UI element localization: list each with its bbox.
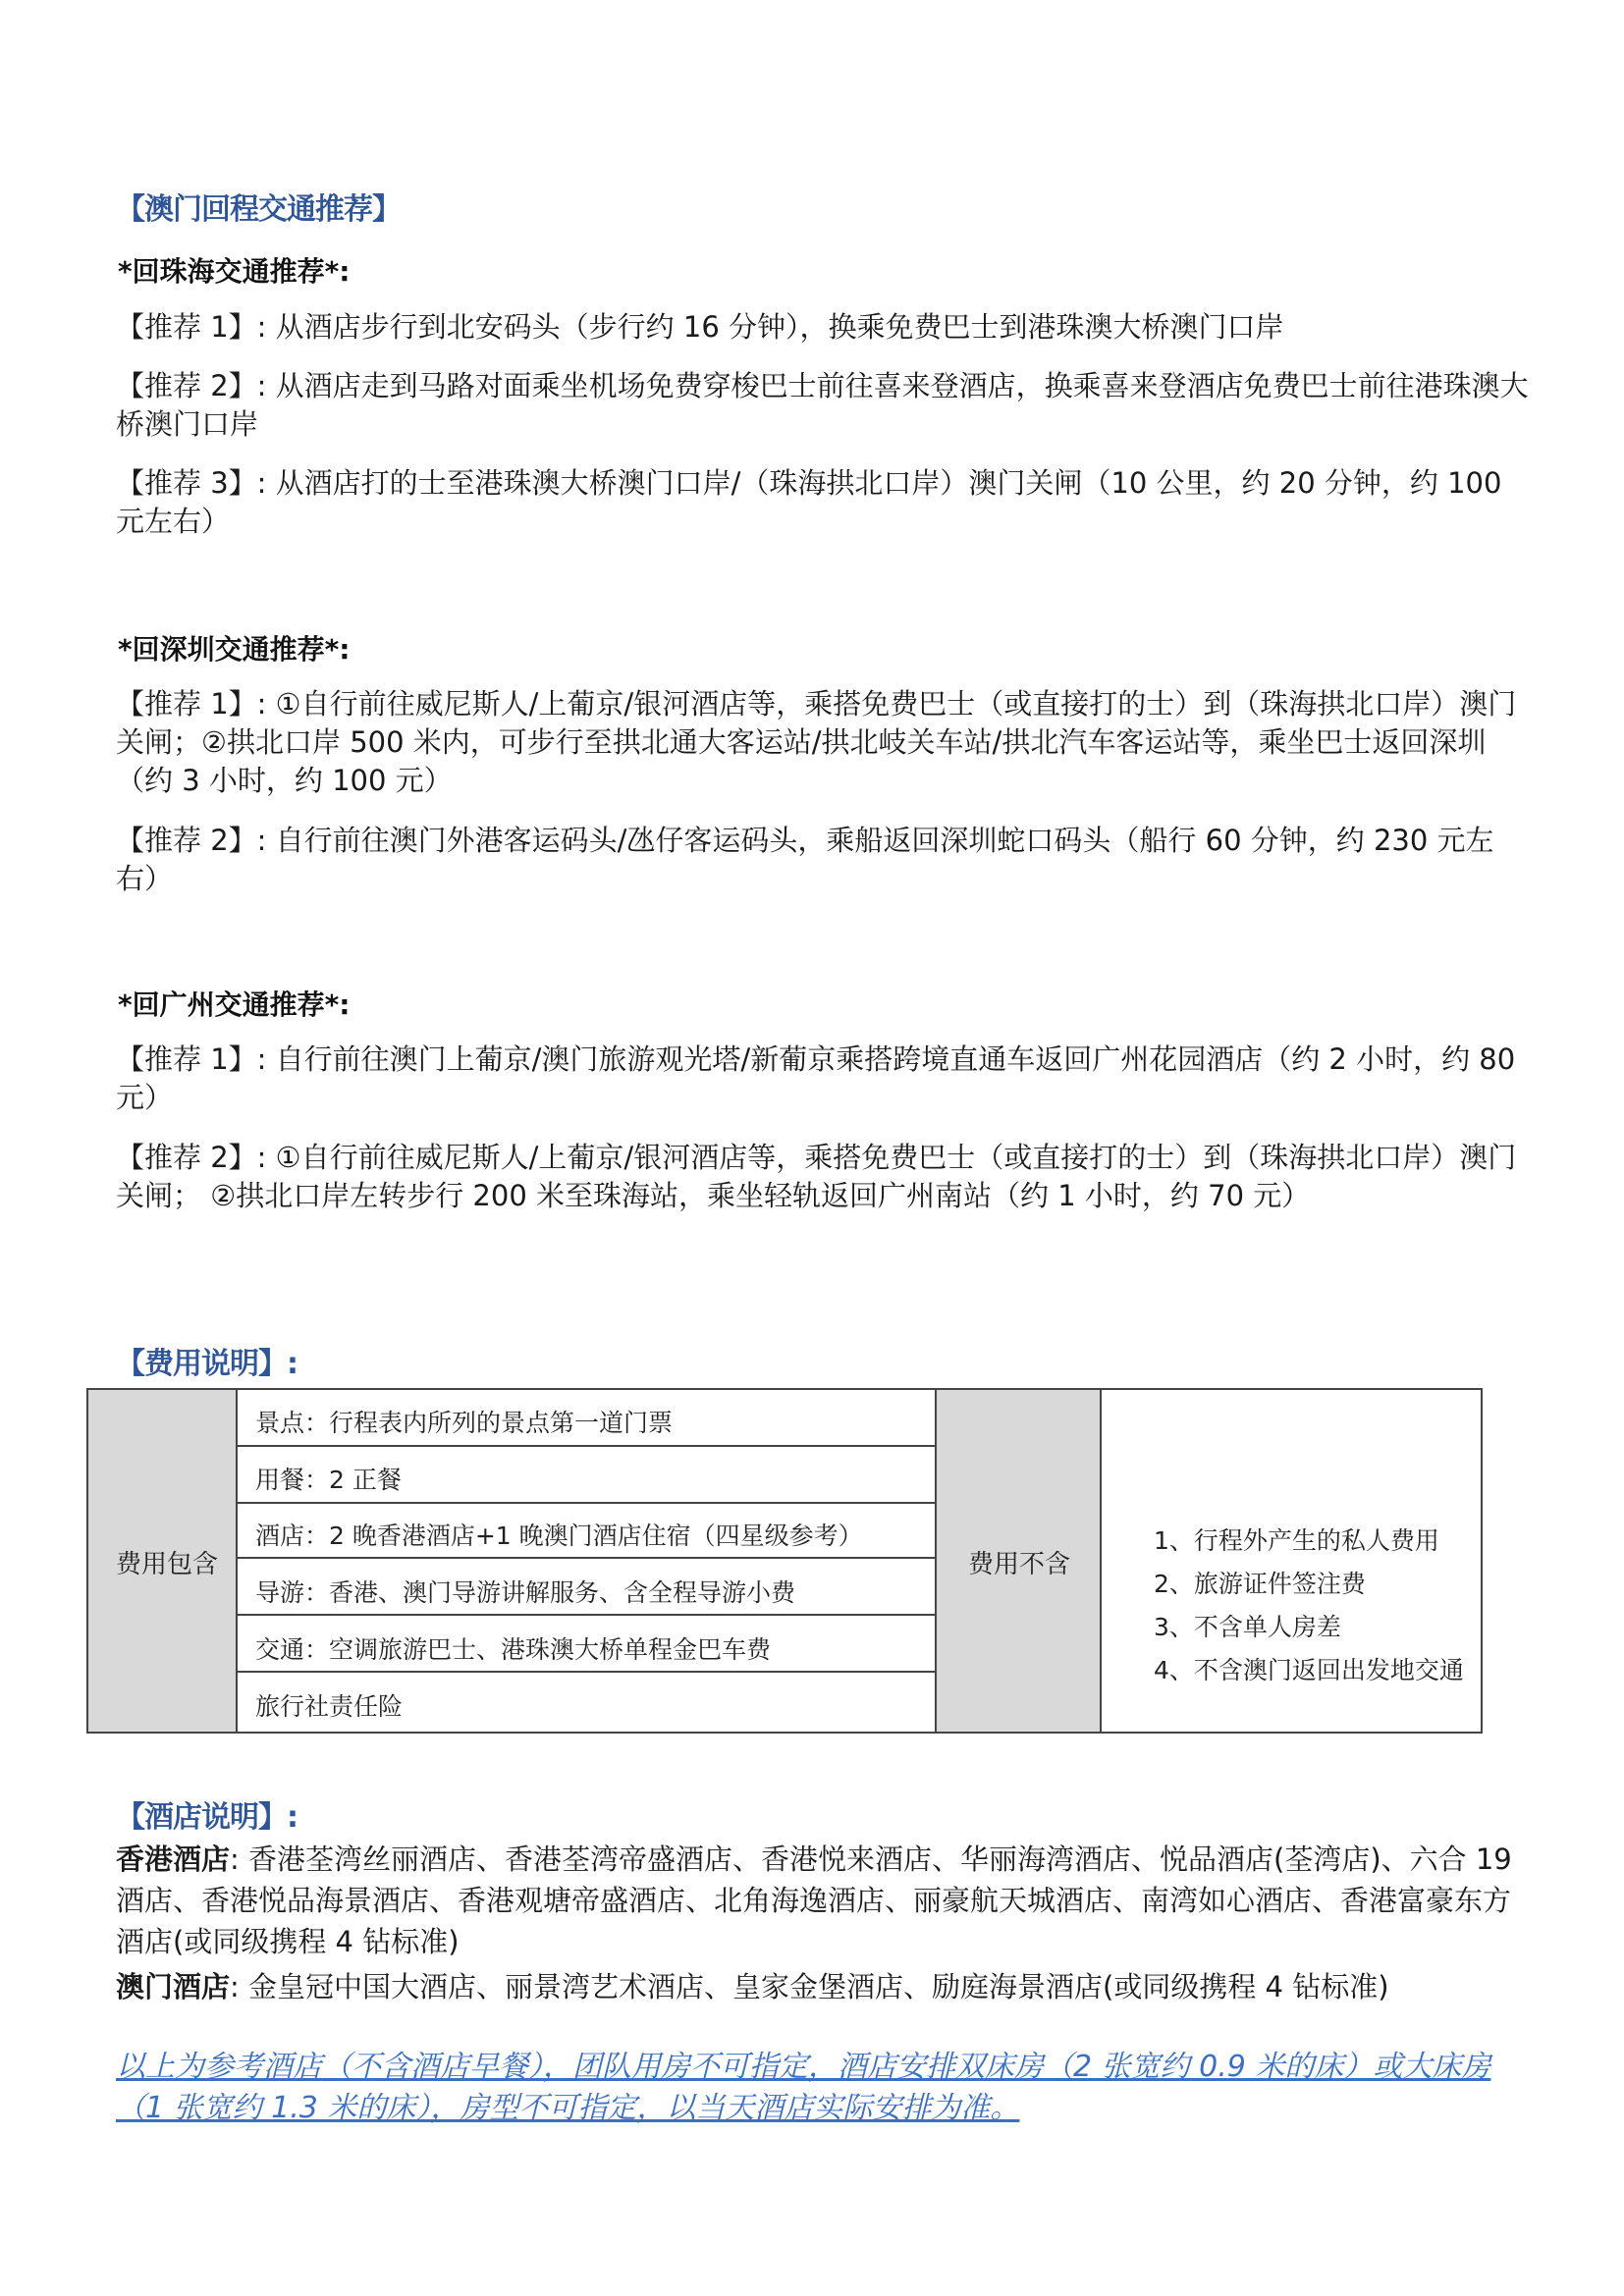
mo-hotels-label: 澳门酒店	[116, 1970, 231, 2003]
shenzhen-item-1: 【推荐 1】: ①自行前往威尼斯人/上葡京/银河酒店等，乘搭免费巴士（或直接打的士）到（珠海拱北口岸）澳门关闸；②拱北口岸 500 米内，可步行至拱北通大客运站/拱北岐关车站/拱北汽车客运站等，乘坐巴士返回深圳（约 3 小时，约 100 元）	[116, 687, 1517, 797]
guangzhou-title: *回广州交通推荐*:	[118, 988, 351, 1021]
shenzhen-title: *回深圳交通推荐*:	[118, 633, 351, 666]
hk-hotels-list: : 香港荃湾丝丽酒店、香港荃湾帝盛酒店、香港悦来酒店、华丽海湾酒店、悦品酒店(荃湾店)、六合 19 酒店、香港悦品海景酒店、香港观塘帝盛酒店、北角海逸酒店、丽豪航天城酒店、南湾如心酒店、香港富豪东方酒店(或同级携程 4 钻标准)	[116, 1842, 1512, 1958]
zhuhai-item-1: 【推荐 1】: 从酒店步行到北安码头（步行约 16 分钟），换乘免费巴士到港珠澳大桥澳门口岸	[116, 310, 1284, 344]
included-item: 导游：香港、澳门导游讲解服务、含全程导游小费	[255, 1578, 796, 1607]
included-item: 交通：空调旅游巴士、港珠澳大桥单程金巴车费	[255, 1635, 772, 1664]
included-item: 景点：行程表内所列的景点第一道门票	[255, 1409, 674, 1437]
section-heading-return-transport: 【澳门回程交通推荐】	[116, 192, 401, 227]
zhuhai-item-3: 【推荐 3】: 从酒店打的士至港珠澳大桥澳门口岸/（珠海拱北口岸）澳门关闸（10 公里，约 20 分钟，约 100 元左右）	[116, 466, 1502, 538]
section-heading-fees: 【费用说明】:	[116, 1347, 298, 1381]
fees-table	[86, 1388, 1483, 1734]
excluded-item: 4、不含澳门返回出发地交通	[1154, 1656, 1464, 1684]
shenzhen-item-2: 【推荐 2】: 自行前往澳门外港客运码头/氹仔客运码头，乘船返回深圳蛇口码头（船行 60 分钟，约 230 元左右）	[116, 824, 1494, 895]
excluded-item: 2、旅游证件签注费	[1154, 1570, 1366, 1598]
excluded-label: 费用不含	[968, 1550, 1071, 1579]
hotel-note: 以上为参考酒店（不含酒店早餐），团队用房不可指定，酒店安排双床房（2 张宽约 0.9 米的床）或大床房（1 张宽约 1.3 米的床），房型不可指定，以当天酒店实际安排为准。	[116, 2050, 1491, 2125]
mo-hotels-list: : 金皇冠中国大酒店、丽景湾艺术酒店、皇家金堡酒店、励庭海景酒店(或同级携程 4 钻标准)	[230, 1970, 1389, 2003]
excluded-item: 3、不含单人房差	[1154, 1613, 1341, 1641]
hk-hotels	[116, 1839, 1530, 1962]
included-label: 费用包含	[116, 1550, 219, 1579]
included-item: 用餐：2 正餐	[255, 1466, 402, 1494]
zhuhai-item-2: 【推荐 2】: 从酒店走到马路对面乘坐机场免费穿梭巴士前往喜来登酒店，换乘喜来登酒店免费巴士前往港珠澳大桥澳门口岸	[116, 369, 1529, 441]
excluded-item: 1、行程外产生的私人费用	[1154, 1526, 1439, 1555]
included-item: 酒店：2 晚香港酒店+1 晚澳门酒店住宿（四星级参考）	[255, 1522, 863, 1550]
section-heading-hotels: 【酒店说明】:	[116, 1800, 298, 1835]
included-item: 旅行社责任险	[255, 1692, 404, 1721]
guangzhou-item-1: 【推荐 1】: 自行前往澳门上葡京/澳门旅游观光塔/新葡京乘搭跨境直通车返回广州花园酒店（约 2 小时，约 80 元）	[116, 1042, 1516, 1114]
guangzhou-item-2: 【推荐 2】: ①自行前往威尼斯人/上葡京/银河酒店等，乘搭免费巴士（或直接打的士）到（珠海拱北口岸）澳门关闸； ②拱北口岸左转步行 200 米至珠海站，乘坐轻轨返回广州南站（约 1 小时，约 70 元）	[116, 1141, 1517, 1212]
mo-hotels	[116, 1966, 1530, 2007]
zhuhai-title: *回珠海交通推荐*:	[118, 255, 351, 288]
hk-hotels-label: 香港酒店	[116, 1842, 231, 1876]
